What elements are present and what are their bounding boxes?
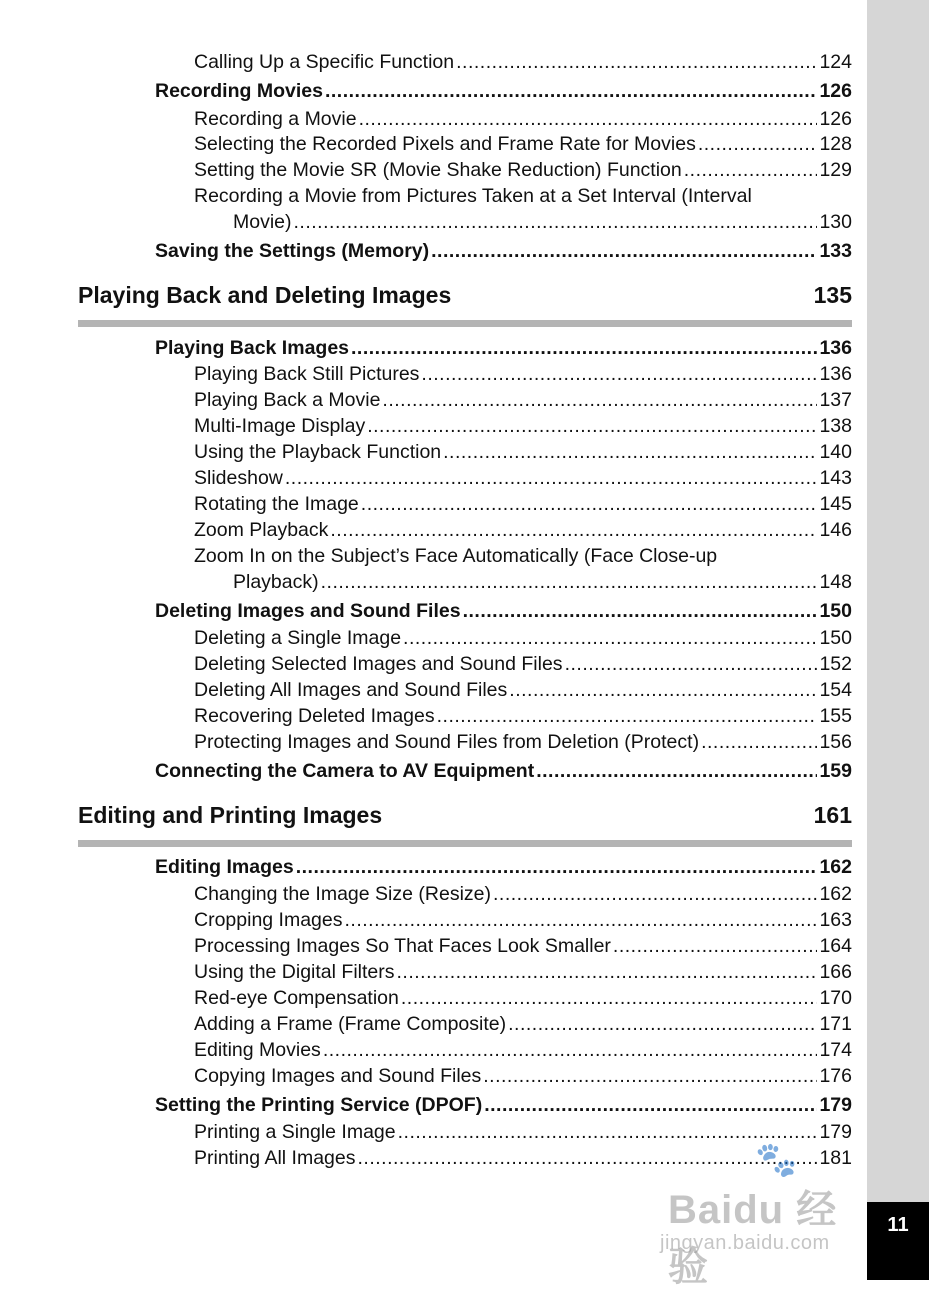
toc-leader — [330, 518, 817, 542]
toc-entry-page: 130 — [819, 211, 852, 233]
toc-leader — [421, 362, 817, 386]
toc-entry[interactable] — [194, 388, 852, 412]
toc-leader — [382, 388, 817, 412]
toc-leader — [437, 704, 818, 728]
chapter-heading[interactable] — [78, 801, 852, 829]
chapter-heading[interactable] — [78, 281, 852, 309]
toc-entry-title: Zoom Playback — [194, 519, 329, 541]
toc-section[interactable] — [155, 855, 852, 879]
page-number: 11 — [867, 1202, 929, 1280]
chapter-page: 135 — [813, 282, 852, 308]
chapter-divider — [78, 840, 852, 847]
toc-entry[interactable] — [194, 908, 852, 932]
toc-entry-page: 162 — [819, 883, 852, 905]
paw-icon: 🐾 — [755, 1141, 798, 1179]
toc-entry-title: Slideshow — [194, 467, 283, 489]
toc-leader — [294, 210, 818, 234]
toc-section[interactable] — [155, 1093, 852, 1117]
toc-section-page: 133 — [819, 240, 852, 262]
toc-entry[interactable] — [194, 492, 852, 516]
toc-entry-title: Calling Up a Specific Function — [194, 51, 455, 73]
toc-entry-page: 128 — [819, 133, 852, 155]
toc-leader — [359, 107, 818, 131]
toc-entry[interactable] — [194, 678, 852, 702]
toc-entry-title-line2: Movie) — [233, 211, 292, 233]
toc-leader — [351, 336, 817, 360]
toc-entry[interactable] — [194, 882, 852, 906]
toc-entry[interactable] — [194, 107, 852, 131]
toc-entry[interactable] — [194, 1120, 852, 1144]
toc-entry-title: Multi-Image Display — [194, 415, 366, 437]
toc-section-page: 150 — [819, 600, 852, 622]
toc-leader — [536, 759, 817, 783]
toc-section-title: Editing Images — [155, 856, 294, 878]
toc-entry-page: 146 — [819, 519, 852, 541]
toc-entry[interactable] — [194, 132, 852, 156]
toc-entry-page: 154 — [819, 679, 852, 701]
toc-entry-title: Playing Back a Movie — [194, 389, 381, 411]
toc-entry-page: 176 — [819, 1065, 852, 1087]
toc-entry-page: 138 — [819, 415, 852, 437]
toc-leader — [296, 855, 818, 879]
toc-leader — [345, 908, 818, 932]
toc-entry-title: Deleting All Images and Sound Files — [194, 679, 508, 701]
toc-entry-title: Deleting Selected Images and Sound Files — [194, 653, 563, 675]
toc-entry[interactable] — [194, 652, 852, 676]
toc-entry-page: 155 — [819, 705, 852, 727]
toc-leader — [456, 50, 817, 74]
toc-entry-page: 181 — [819, 1147, 852, 1169]
toc-section-title: Recording Movies — [155, 80, 323, 102]
toc-entry-title: Cropping Images — [194, 909, 343, 931]
toc-entry-title-line2: Playback) — [233, 571, 319, 593]
toc-entry-page: 126 — [819, 108, 852, 130]
toc-entry[interactable] — [194, 362, 852, 386]
toc-leader — [483, 1064, 817, 1088]
toc-entry-title-line1[interactable]: Zoom In on the Subject’s Face Automatically (Face Close-up — [194, 545, 718, 567]
toc-entry-page: 170 — [819, 987, 852, 1009]
toc-entry-title: Using the Playback Function — [194, 441, 442, 463]
toc-entry-page: 148 — [819, 571, 852, 593]
toc-leader — [321, 570, 818, 594]
toc-leader — [443, 440, 817, 464]
toc-leader — [396, 960, 817, 984]
toc-entry-page: 152 — [819, 653, 852, 675]
side-strip — [867, 0, 929, 1280]
toc-leader — [493, 882, 817, 906]
toc-entry-title-line1[interactable]: Recording a Movie from Pictures Taken at a Set Interval (Interval — [194, 185, 752, 207]
toc-entry[interactable] — [194, 986, 852, 1010]
toc-entry-title: Rotating the Image — [194, 493, 359, 515]
toc-entry-page: 164 — [819, 935, 852, 957]
toc-entry[interactable] — [194, 466, 852, 490]
toc-entry-title: Recording a Movie — [194, 108, 357, 130]
toc-entry-page: 137 — [819, 389, 852, 411]
toc-entry[interactable] — [194, 1038, 852, 1062]
toc-section-title: Connecting the Camera to AV Equipment — [155, 760, 535, 782]
toc-section-page: 126 — [819, 80, 852, 102]
toc-leader — [698, 132, 818, 156]
toc-entry[interactable] — [194, 518, 852, 542]
toc-entry-page: 145 — [819, 493, 852, 515]
toc-entry-page: 174 — [819, 1039, 852, 1061]
toc-section-title: Deleting Images and Sound Files — [155, 600, 461, 622]
toc-entry[interactable] — [194, 1012, 852, 1036]
toc-section-page: 162 — [819, 856, 852, 878]
toc-entry-page: 129 — [819, 159, 852, 181]
toc-section[interactable] — [155, 599, 852, 623]
toc-entry-page: 124 — [819, 51, 852, 73]
toc-leader — [285, 466, 818, 490]
toc-leader — [398, 1120, 818, 1144]
toc-leader — [361, 492, 818, 516]
toc-leader — [358, 1146, 818, 1170]
toc-leader — [565, 652, 818, 676]
toc-leader — [613, 934, 818, 958]
toc-entry-title: Using the Digital Filters — [194, 961, 395, 983]
toc-entry[interactable] — [194, 50, 852, 74]
toc-entry-page: 136 — [819, 363, 852, 385]
toc-entry-title: Setting the Movie SR (Movie Shake Reduction) Function — [194, 159, 682, 181]
toc-entry[interactable] — [194, 934, 852, 958]
toc-leader — [684, 158, 818, 182]
toc-entry-title: Adding a Frame (Frame Composite) — [194, 1013, 507, 1035]
toc-section[interactable] — [155, 79, 852, 103]
toc-entry-title: Printing All Images — [194, 1147, 356, 1169]
toc-entry[interactable] — [194, 960, 852, 984]
toc-entry[interactable] — [194, 440, 852, 464]
watermark-url: jingyan.baidu.com — [660, 1232, 830, 1254]
toc-leader — [484, 1093, 817, 1117]
toc-leader — [325, 79, 818, 103]
toc-entry-page: 140 — [819, 441, 852, 463]
toc-entry-title: Printing a Single Image — [194, 1121, 396, 1143]
toc-section-title: Saving the Settings (Memory) — [155, 240, 430, 262]
toc-entry-page: 150 — [819, 627, 852, 649]
watermark-brand: Baidu 经验 — [668, 1188, 838, 1289]
toc-section[interactable] — [155, 759, 852, 783]
chapter-title: Editing and Printing Images — [78, 802, 383, 828]
toc-entry-title: Deleting a Single Image — [194, 627, 402, 649]
toc-entry-title: Red-eye Compensation — [194, 987, 399, 1009]
toc-entry-title: Recovering Deleted Images — [194, 705, 435, 727]
toc-leader — [323, 1038, 818, 1062]
toc-entry-title: Editing Movies — [194, 1039, 321, 1061]
toc-entry-title: Selecting the Recorded Pixels and Frame Rate for Movies — [194, 133, 696, 155]
toc-leader — [403, 626, 817, 650]
toc-entry-page: 171 — [819, 1013, 852, 1035]
toc-entry-page: 179 — [819, 1121, 852, 1143]
toc-entry-page: 156 — [819, 731, 852, 753]
toc-entry-page: 166 — [819, 961, 852, 983]
toc-section-page: 179 — [819, 1094, 852, 1116]
toc-entry-page: 163 — [819, 909, 852, 931]
toc-leader — [509, 678, 817, 702]
toc-leader — [431, 239, 817, 263]
toc-entry[interactable] — [194, 730, 852, 754]
toc-entry-title: Changing the Image Size (Resize) — [194, 883, 491, 905]
chapter-page: 161 — [813, 802, 852, 828]
toc-leader — [401, 986, 818, 1010]
toc-entry-title: Protecting Images and Sound Files from Deletion (Protect) — [194, 731, 700, 753]
toc-entry[interactable] — [194, 1146, 852, 1170]
toc-entry[interactable] — [194, 414, 852, 438]
toc-entry[interactable] — [194, 626, 852, 650]
toc-leader — [701, 730, 817, 754]
toc-section[interactable] — [155, 336, 852, 360]
toc-entry[interactable] — [233, 210, 852, 234]
toc-section-page: 136 — [819, 337, 852, 359]
toc-leader — [508, 1012, 817, 1036]
toc-entry[interactable] — [233, 570, 852, 594]
toc-entry-title: Playing Back Still Pictures — [194, 363, 420, 385]
toc-entry-page: 143 — [819, 467, 852, 489]
toc-leader — [367, 414, 817, 438]
toc-entry-title: Copying Images and Sound Files — [194, 1065, 482, 1087]
toc-section-title: Playing Back Images — [155, 337, 350, 359]
toc-section[interactable] — [155, 239, 852, 263]
toc-section-page: 159 — [819, 760, 852, 782]
toc-entry[interactable] — [194, 158, 852, 182]
toc-section-title: Setting the Printing Service (DPOF) — [155, 1094, 483, 1116]
toc-entry[interactable] — [194, 704, 852, 728]
toc-entry[interactable] — [194, 1064, 852, 1088]
chapter-divider — [78, 320, 852, 327]
chapter-title: Playing Back and Deleting Images — [78, 282, 452, 308]
toc-leader — [463, 599, 818, 623]
toc-entry-title: Processing Images So That Faces Look Smaller — [194, 935, 611, 957]
